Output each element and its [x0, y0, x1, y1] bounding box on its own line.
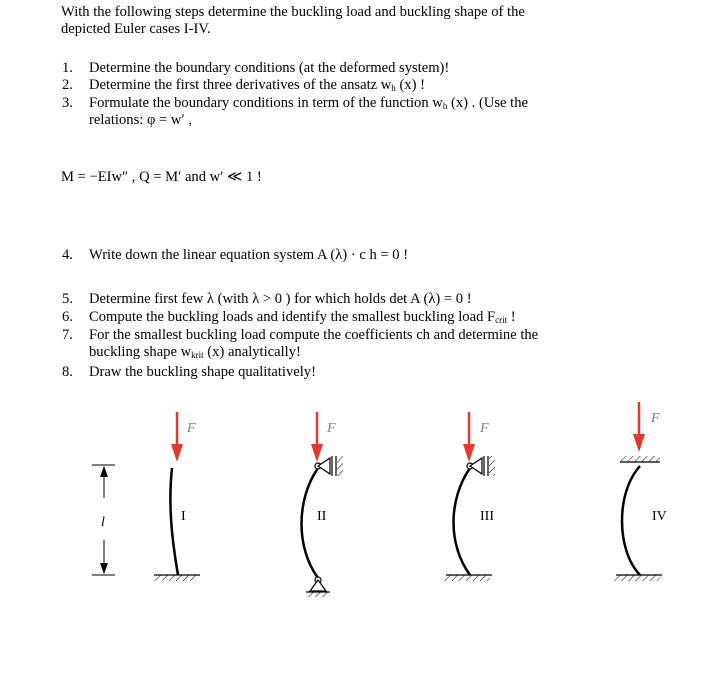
step-6-text-a: Compute the buckling loads and identify the smallest buckling load F [89, 309, 496, 325]
step-1-number: 1. [62, 60, 73, 76]
step-7-line-2-b: (x) analytically! [203, 344, 301, 360]
step-6-sub: crit [495, 315, 508, 325]
case-1-label: I [181, 509, 186, 524]
case-2-beam [302, 456, 344, 597]
case-3-force-label: F [480, 421, 489, 436]
step-7-number: 7. [62, 327, 73, 343]
intro-line-2: depicted Euler cases I-IV. [61, 21, 211, 37]
step-3-text-b: (x) . (Use the [447, 95, 528, 111]
step-2-sub: h [391, 83, 396, 93]
case-4-force-arrow [633, 402, 645, 452]
step-6-number: 6. [62, 309, 73, 325]
step-7-line-2-sub: krit [191, 350, 204, 360]
step-2-text-a: Determine the first three derivatives of the ansatz w [89, 77, 392, 93]
step-4-text: Write down the linear equation system A (λ) · c h = 0 ! [89, 247, 409, 263]
case-1-force-label: F [187, 421, 196, 436]
case-1-force-arrow [171, 412, 183, 462]
step-8-text: Draw the buckling shape qualitatively! [89, 364, 316, 380]
case-1-beam [152, 468, 200, 581]
step-5-number: 5. [62, 291, 73, 307]
case-4-label: IV [652, 509, 667, 524]
case-4-force-label: F [651, 411, 660, 426]
case-2-force-arrow [311, 412, 323, 462]
step-7-text: For the smallest buckling load compute the coefficients ch and determine the [89, 327, 539, 343]
step-1-text: Determine the boundary conditions (at the deformed system)! [89, 60, 450, 76]
case-3-force-arrow [463, 412, 475, 462]
step-3-sub: h [442, 101, 448, 111]
step-7-line-2-a: buckling shape w [89, 344, 192, 360]
step-2-number: 2. [62, 77, 73, 93]
step-8-number: 8. [62, 364, 73, 380]
step-2-text-b: (x) ! [395, 77, 425, 93]
step-3-text-a: Formulate the boundary conditions in term of the function w [89, 95, 443, 111]
step-6-text-b: ! [507, 309, 516, 325]
case-2-label: II [317, 509, 327, 524]
relations-equation: M = −EIw″ , Q = M′ and w′ ≪ 1 ! [61, 169, 262, 185]
case-2-force-label: F [327, 421, 336, 436]
case-3-label: III [480, 509, 494, 524]
step-5-text: Determine first few λ (with λ > 0 ) for which holds det A (λ) = 0 ! [89, 291, 472, 307]
step-3-line-2: relations: φ = w′ , [89, 112, 192, 128]
step-3-number: 3. [62, 95, 73, 111]
intro-line-1: With the following steps determine the buckling load and buckling shape of the [61, 4, 525, 20]
step-4-number: 4. [62, 247, 73, 263]
length-label: l [101, 515, 105, 530]
